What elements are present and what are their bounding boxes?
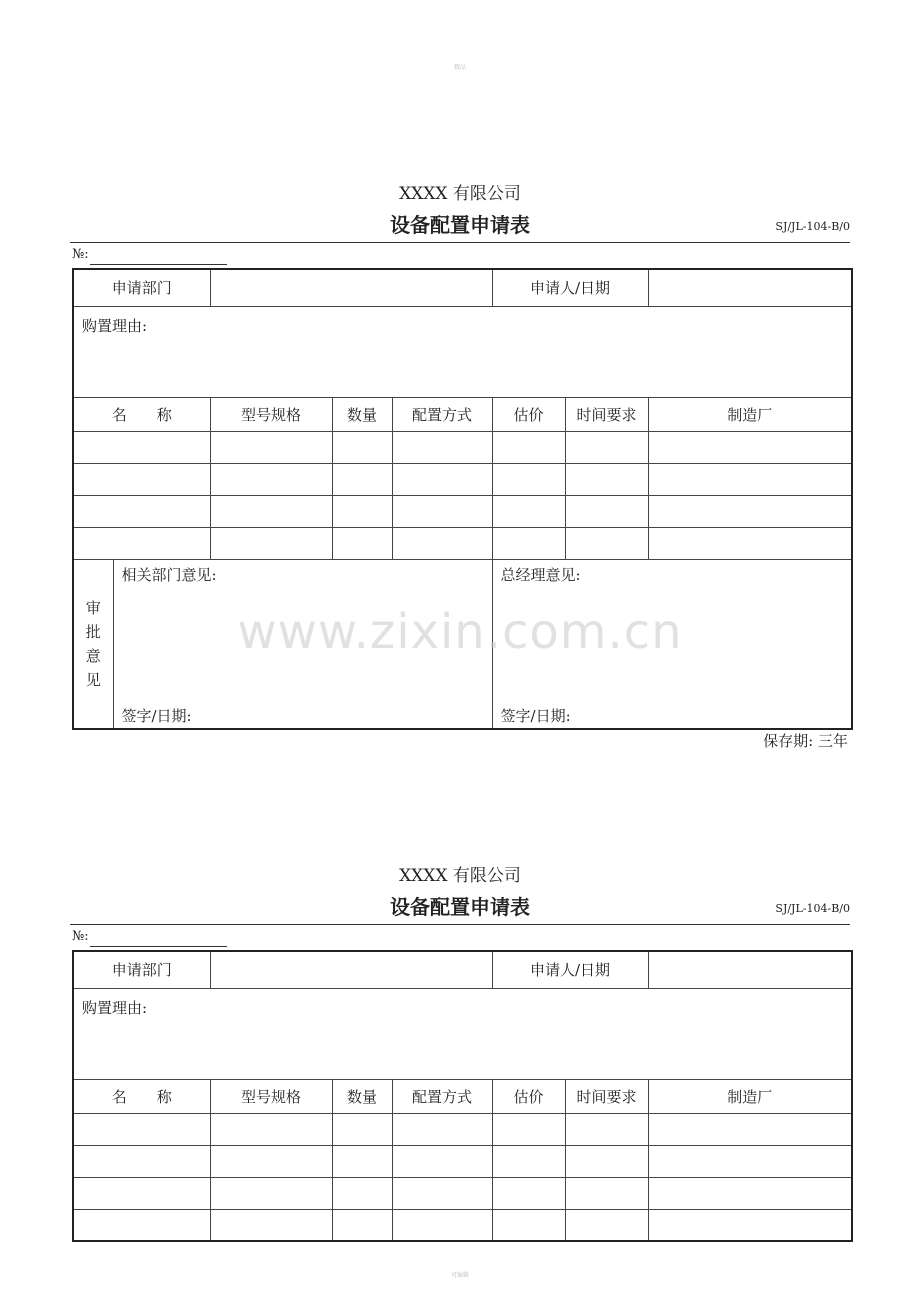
applicant-date-label: 申请人/日期 xyxy=(492,951,648,988)
cell[interactable] xyxy=(492,1177,565,1209)
dept-field[interactable] xyxy=(210,269,492,306)
col-maker: 制造厂 xyxy=(648,397,852,431)
footer-mark: 可编辑 xyxy=(450,1272,469,1279)
table-row xyxy=(73,1209,852,1241)
cell[interactable] xyxy=(392,1209,492,1241)
cell[interactable] xyxy=(210,527,332,559)
applicant-date-field[interactable] xyxy=(648,951,852,988)
cell[interactable] xyxy=(392,1145,492,1177)
table-row xyxy=(73,269,852,306)
cell[interactable] xyxy=(73,1209,210,1241)
form-2 xyxy=(0,865,920,1265)
number-label: №: xyxy=(72,929,89,944)
reason-label: 购置理由: xyxy=(82,998,148,1017)
cell[interactable] xyxy=(210,431,332,463)
dept-field[interactable] xyxy=(210,951,492,988)
cell[interactable] xyxy=(648,527,852,559)
number-field[interactable] xyxy=(90,264,227,265)
dept-label: 申请部门 xyxy=(73,269,210,306)
cell[interactable] xyxy=(332,527,392,559)
approval-char: 意 xyxy=(85,646,101,665)
col-model: 型号规格 xyxy=(210,397,332,431)
col-name: 名 称 xyxy=(73,1079,210,1113)
retention-period: 保存期: 三年 xyxy=(763,732,848,750)
cell[interactable] xyxy=(73,463,210,495)
cell[interactable] xyxy=(565,431,648,463)
cell[interactable] xyxy=(392,431,492,463)
cell[interactable] xyxy=(648,495,852,527)
dept-label: 申请部门 xyxy=(73,951,210,988)
number-label: №: xyxy=(72,247,89,262)
cell[interactable] xyxy=(565,463,648,495)
table-row xyxy=(73,306,852,397)
dept-sign-date-label: 签字/日期: xyxy=(121,706,192,725)
col-time: 时间要求 xyxy=(565,1079,648,1113)
table-row xyxy=(73,988,852,1079)
cell[interactable] xyxy=(565,1113,648,1145)
table-row xyxy=(73,1145,852,1177)
cell[interactable] xyxy=(210,1177,332,1209)
cell[interactable] xyxy=(565,1209,648,1241)
col-qty: 数量 xyxy=(332,397,392,431)
watermark: www.zixin.com.cn xyxy=(237,604,683,660)
cell[interactable] xyxy=(492,495,565,527)
table-row xyxy=(73,463,852,495)
cell[interactable] xyxy=(73,1145,210,1177)
title-rule xyxy=(70,242,850,243)
cell[interactable] xyxy=(73,495,210,527)
cell[interactable] xyxy=(565,495,648,527)
cell[interactable] xyxy=(492,1113,565,1145)
cell[interactable] xyxy=(392,495,492,527)
cell[interactable] xyxy=(332,1177,392,1209)
col-price: 估价 xyxy=(492,1079,565,1113)
cell[interactable] xyxy=(565,1145,648,1177)
cell[interactable] xyxy=(210,495,332,527)
form-1 xyxy=(0,183,920,783)
reason-field[interactable] xyxy=(73,306,852,397)
col-model: 型号规格 xyxy=(210,1079,332,1113)
gm-opinion-label: 总经理意见: xyxy=(500,565,581,584)
col-name: 名 称 xyxy=(73,397,210,431)
approval-char: 批 xyxy=(85,622,101,641)
cell[interactable] xyxy=(392,1113,492,1145)
cell[interactable] xyxy=(73,527,210,559)
col-time: 时间要求 xyxy=(565,397,648,431)
cell[interactable] xyxy=(332,431,392,463)
dept-opinion-label: 相关部门意见: xyxy=(121,565,217,584)
col-qty: 数量 xyxy=(332,1079,392,1113)
application-table xyxy=(72,268,853,730)
header-mark: 精品 xyxy=(453,64,466,71)
applicant-date-label: 申请人/日期 xyxy=(492,269,648,306)
cell[interactable] xyxy=(210,463,332,495)
cell[interactable] xyxy=(648,431,852,463)
cell[interactable] xyxy=(392,1177,492,1209)
reason-field[interactable] xyxy=(73,988,852,1079)
gm-sign-date-label: 签字/日期: xyxy=(500,706,571,725)
cell[interactable] xyxy=(210,1209,332,1241)
col-maker: 制造厂 xyxy=(648,1079,852,1113)
cell[interactable] xyxy=(492,463,565,495)
cell[interactable] xyxy=(492,1209,565,1241)
cell[interactable] xyxy=(332,1113,392,1145)
cell[interactable] xyxy=(648,463,852,495)
cell[interactable] xyxy=(332,495,392,527)
application-table xyxy=(72,950,853,1242)
company-name: XXXX 有限公司 xyxy=(399,866,521,886)
col-config: 配置方式 xyxy=(392,397,492,431)
form-code: SJ/JL-104-B/0 xyxy=(775,902,850,915)
table-row xyxy=(73,527,852,559)
title-rule xyxy=(70,924,850,925)
cell[interactable] xyxy=(565,527,648,559)
col-price: 估价 xyxy=(492,397,565,431)
number-field[interactable] xyxy=(90,946,227,947)
cell[interactable] xyxy=(392,463,492,495)
form-title: 设备配置申请表 xyxy=(390,895,530,919)
cell[interactable] xyxy=(392,527,492,559)
applicant-date-field[interactable] xyxy=(648,269,852,306)
approval-char: 见 xyxy=(85,670,101,689)
cell[interactable] xyxy=(73,431,210,463)
cell[interactable] xyxy=(210,1113,332,1145)
table-row xyxy=(73,431,852,463)
approval-char: 审 xyxy=(85,598,101,617)
cell[interactable] xyxy=(73,1113,210,1145)
cell[interactable] xyxy=(492,431,565,463)
col-config: 配置方式 xyxy=(392,1079,492,1113)
cell[interactable] xyxy=(648,1209,852,1241)
table-header-row xyxy=(73,397,852,431)
form-code: SJ/JL-104-B/0 xyxy=(775,220,850,233)
cell[interactable] xyxy=(332,1145,392,1177)
cell[interactable] xyxy=(332,1209,392,1241)
cell[interactable] xyxy=(492,1145,565,1177)
table-row xyxy=(73,1113,852,1145)
cell[interactable] xyxy=(648,1177,852,1209)
table-row xyxy=(73,951,852,988)
cell[interactable] xyxy=(332,463,392,495)
cell[interactable] xyxy=(648,1113,852,1145)
table-header-row xyxy=(73,1079,852,1113)
cell[interactable] xyxy=(648,1145,852,1177)
company-name: XXXX 有限公司 xyxy=(399,184,521,204)
form-title: 设备配置申请表 xyxy=(390,213,530,237)
cell[interactable] xyxy=(492,527,565,559)
cell[interactable] xyxy=(565,1177,648,1209)
cell[interactable] xyxy=(73,1177,210,1209)
reason-label: 购置理由: xyxy=(82,316,148,335)
table-row xyxy=(73,1177,852,1209)
table-row xyxy=(73,495,852,527)
cell[interactable] xyxy=(210,1145,332,1177)
